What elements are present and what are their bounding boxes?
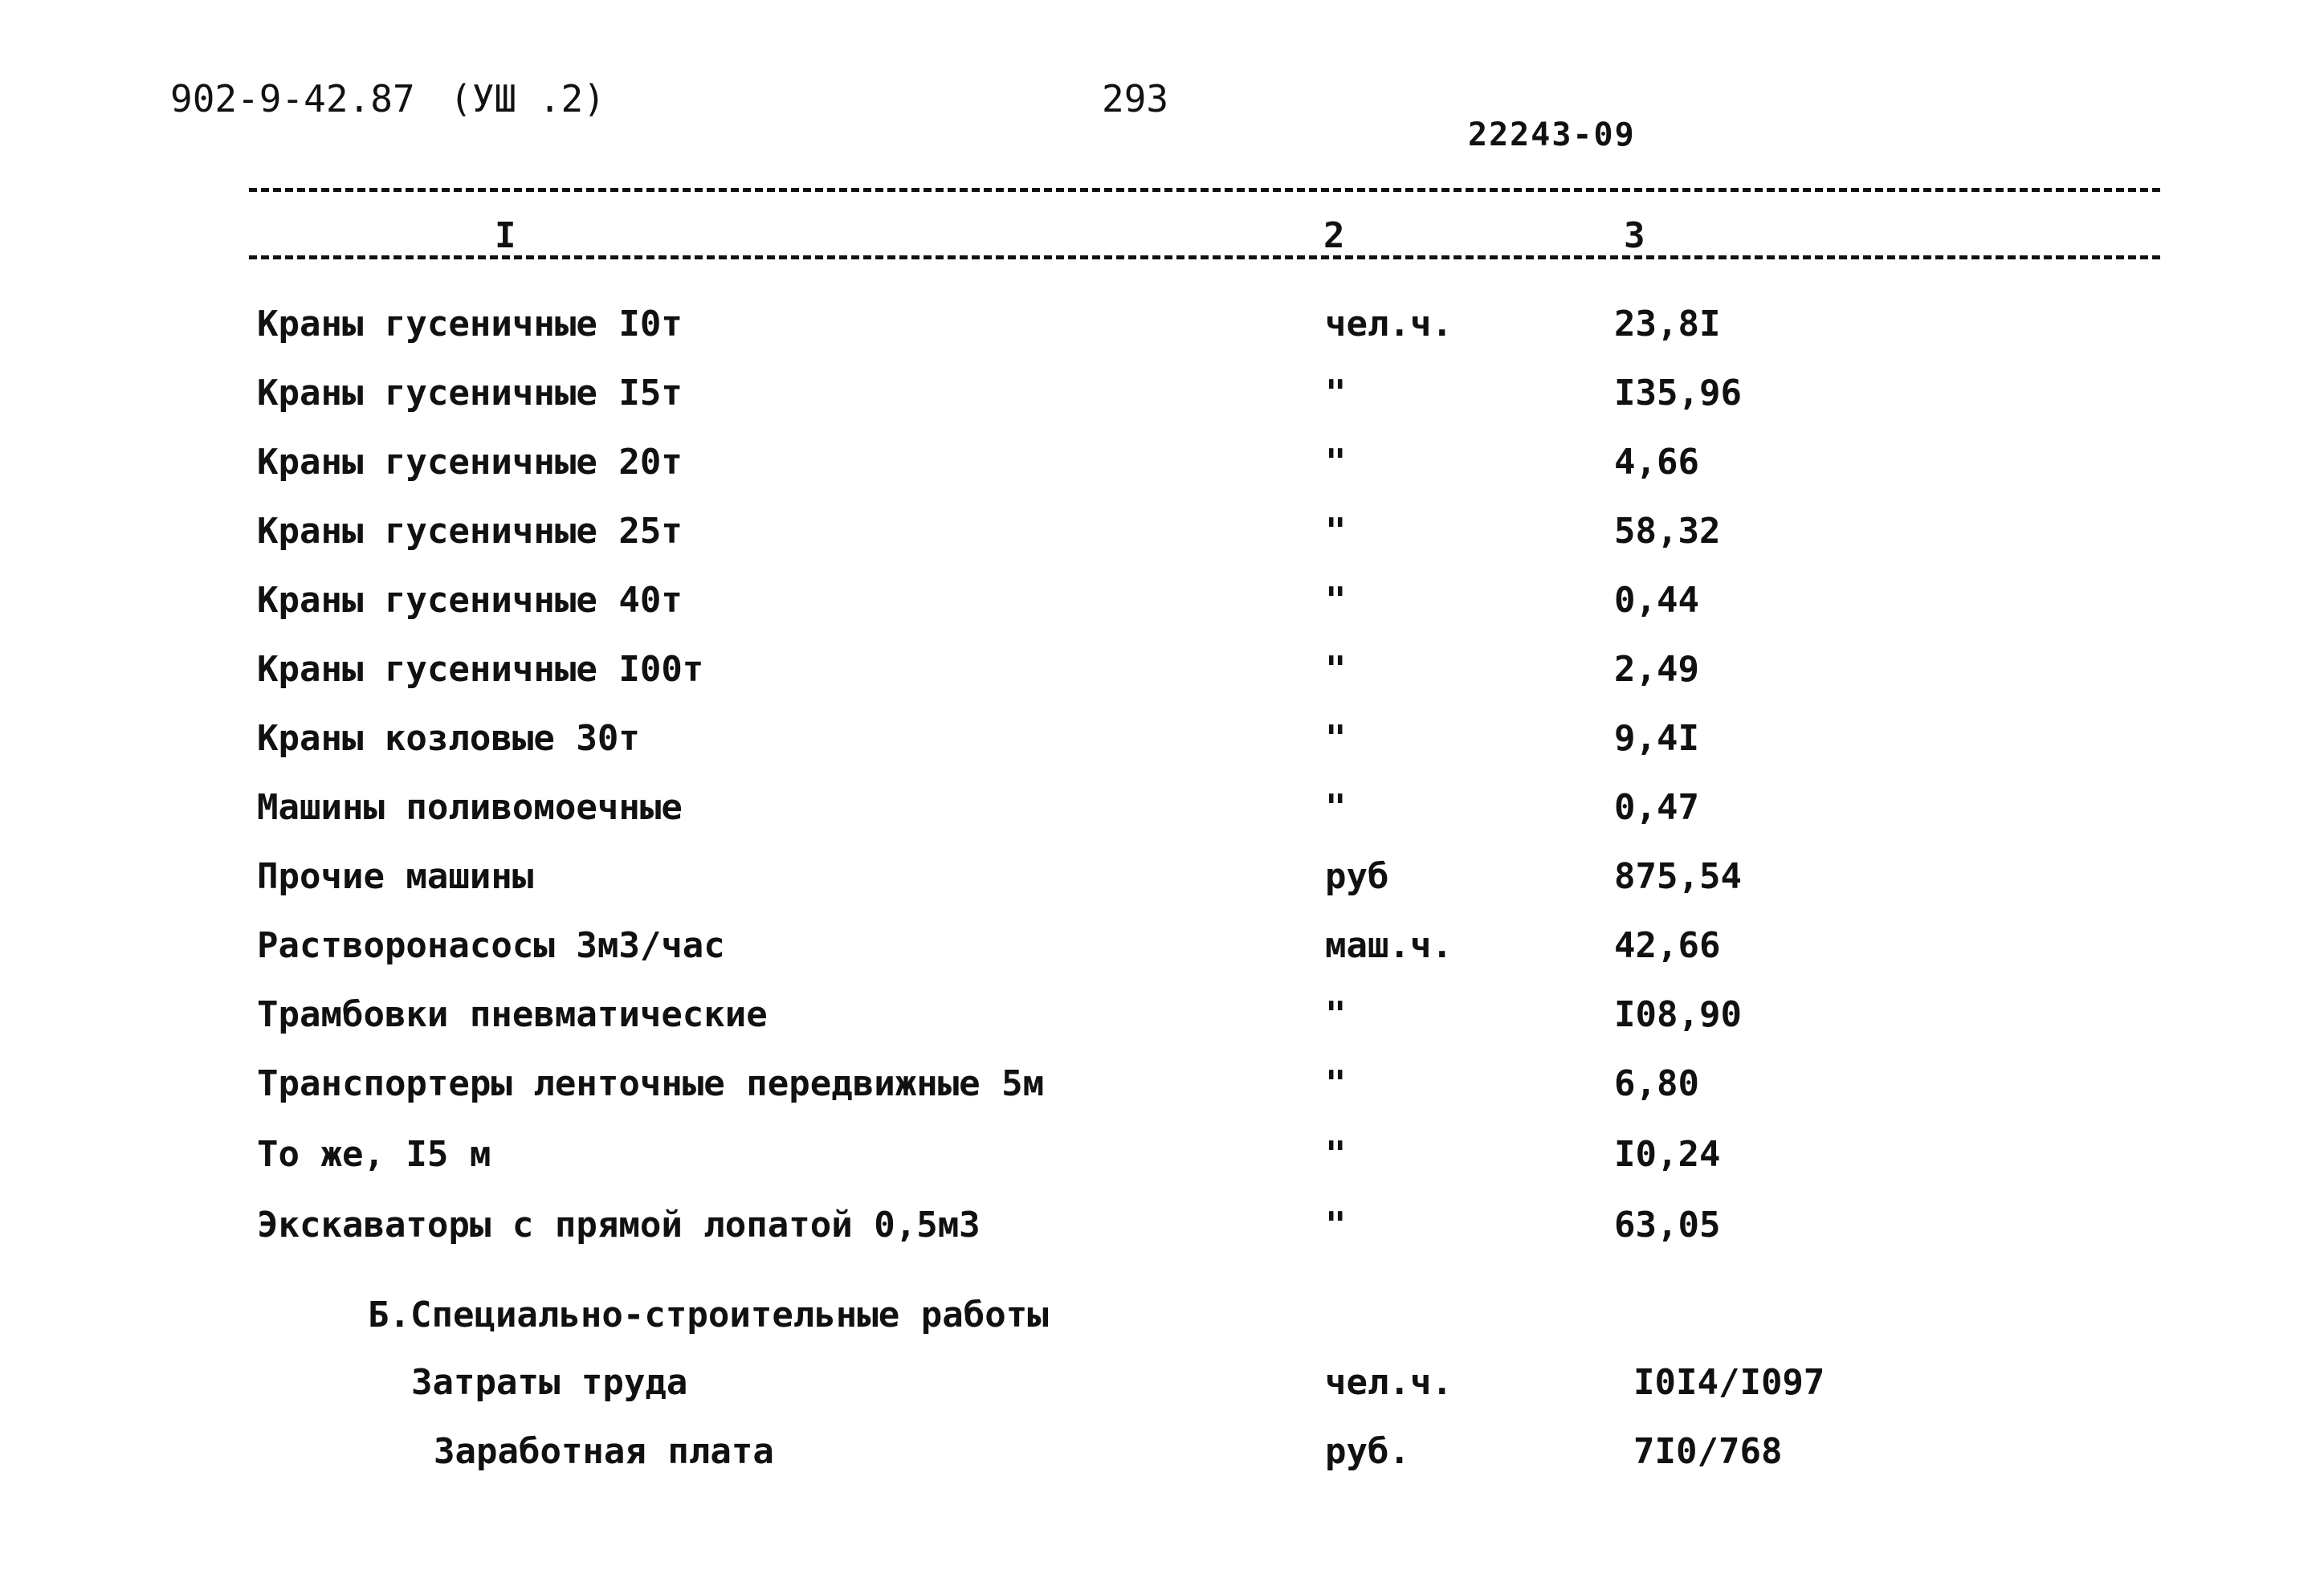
section-row-value: I0I4/I097	[1633, 1362, 1825, 1403]
document-code: 902-9-42.87	[170, 77, 415, 120]
album-number: (УШ .2)	[450, 77, 605, 120]
section-title: Б.Специально-строительные работы	[368, 1295, 1049, 1335]
table-row-value: 63,05	[1614, 1205, 1721, 1246]
table-row-value: I08,90	[1614, 994, 1742, 1035]
table-row-value: 0,44	[1614, 580, 1699, 621]
section-row-unit: чел.ч.	[1325, 1362, 1453, 1403]
table-row-name: Краны гусеничные I5т	[257, 373, 683, 414]
table-row-unit: "	[1325, 994, 1347, 1035]
table-header-rule	[249, 255, 2160, 259]
table-row-unit: руб	[1325, 856, 1389, 897]
table-row-value: 4,66	[1614, 442, 1699, 483]
table-row-unit: маш.ч.	[1325, 925, 1453, 966]
table-row-unit: "	[1325, 718, 1347, 759]
table-row-unit: "	[1325, 442, 1347, 483]
table-top-rule	[249, 188, 2160, 192]
table-row-name: Краны козловые 30т	[257, 718, 640, 759]
table-row-unit: "	[1325, 1134, 1347, 1175]
table-row-name: Экскаваторы с прямой лопатой 0,5м3	[257, 1205, 981, 1246]
table-row-value: 2,49	[1614, 649, 1699, 690]
table-row-name: То же, I5 м	[257, 1134, 491, 1175]
table-row-name: Краны гусеничные I00т	[257, 649, 704, 690]
page-number: 293	[1102, 77, 1169, 120]
table-row-unit: "	[1325, 1063, 1347, 1104]
table-row-unit: "	[1325, 511, 1347, 552]
table-row-value: 875,54	[1614, 856, 1742, 897]
column-header-3: 3	[1624, 215, 1645, 256]
table-row-unit: "	[1325, 649, 1347, 690]
table-row-value: 9,4I	[1614, 718, 1699, 759]
table-row-unit: "	[1325, 787, 1347, 828]
table-row-name: Краны гусеничные 25т	[257, 511, 683, 552]
section-row-unit: руб.	[1325, 1431, 1410, 1472]
table-row-unit: "	[1325, 1205, 1347, 1246]
section-row-name: Заработная плата	[434, 1431, 774, 1472]
table-row-name: Краны гусеничные I0т	[257, 304, 683, 345]
table-row-name: Растворонасосы 3м3/час	[257, 925, 725, 966]
table-row-value: 23,8I	[1614, 304, 1721, 345]
table-row-unit: "	[1325, 580, 1347, 621]
section-row-value: 7I0/768	[1633, 1431, 1783, 1472]
table-row-name: Прочие машины	[257, 856, 534, 897]
table-row-unit: чел.ч.	[1325, 304, 1453, 345]
column-header-1: I	[495, 215, 516, 256]
inventory-stamp: 22243-09	[1468, 116, 1636, 153]
table-row-unit: "	[1325, 373, 1347, 414]
table-row-value: I0,24	[1614, 1134, 1721, 1175]
table-row-value: 0,47	[1614, 787, 1699, 828]
table-row-value: 42,66	[1614, 925, 1721, 966]
table-row-value: I35,96	[1614, 373, 1742, 414]
table-row-name: Трамбовки пневматические	[257, 994, 768, 1035]
table-row-name: Транспортеры ленточные передвижные 5м	[257, 1063, 1045, 1104]
table-row-name: Машины поливомоечные	[257, 787, 683, 828]
table-row-value: 6,80	[1614, 1063, 1699, 1104]
table-row-name: Краны гусеничные 40т	[257, 580, 683, 621]
table-row-value: 58,32	[1614, 511, 1721, 552]
table-row-name: Краны гусеничные 20т	[257, 442, 683, 483]
column-header-2: 2	[1323, 215, 1345, 256]
section-row-name: Затраты труда	[411, 1362, 688, 1403]
